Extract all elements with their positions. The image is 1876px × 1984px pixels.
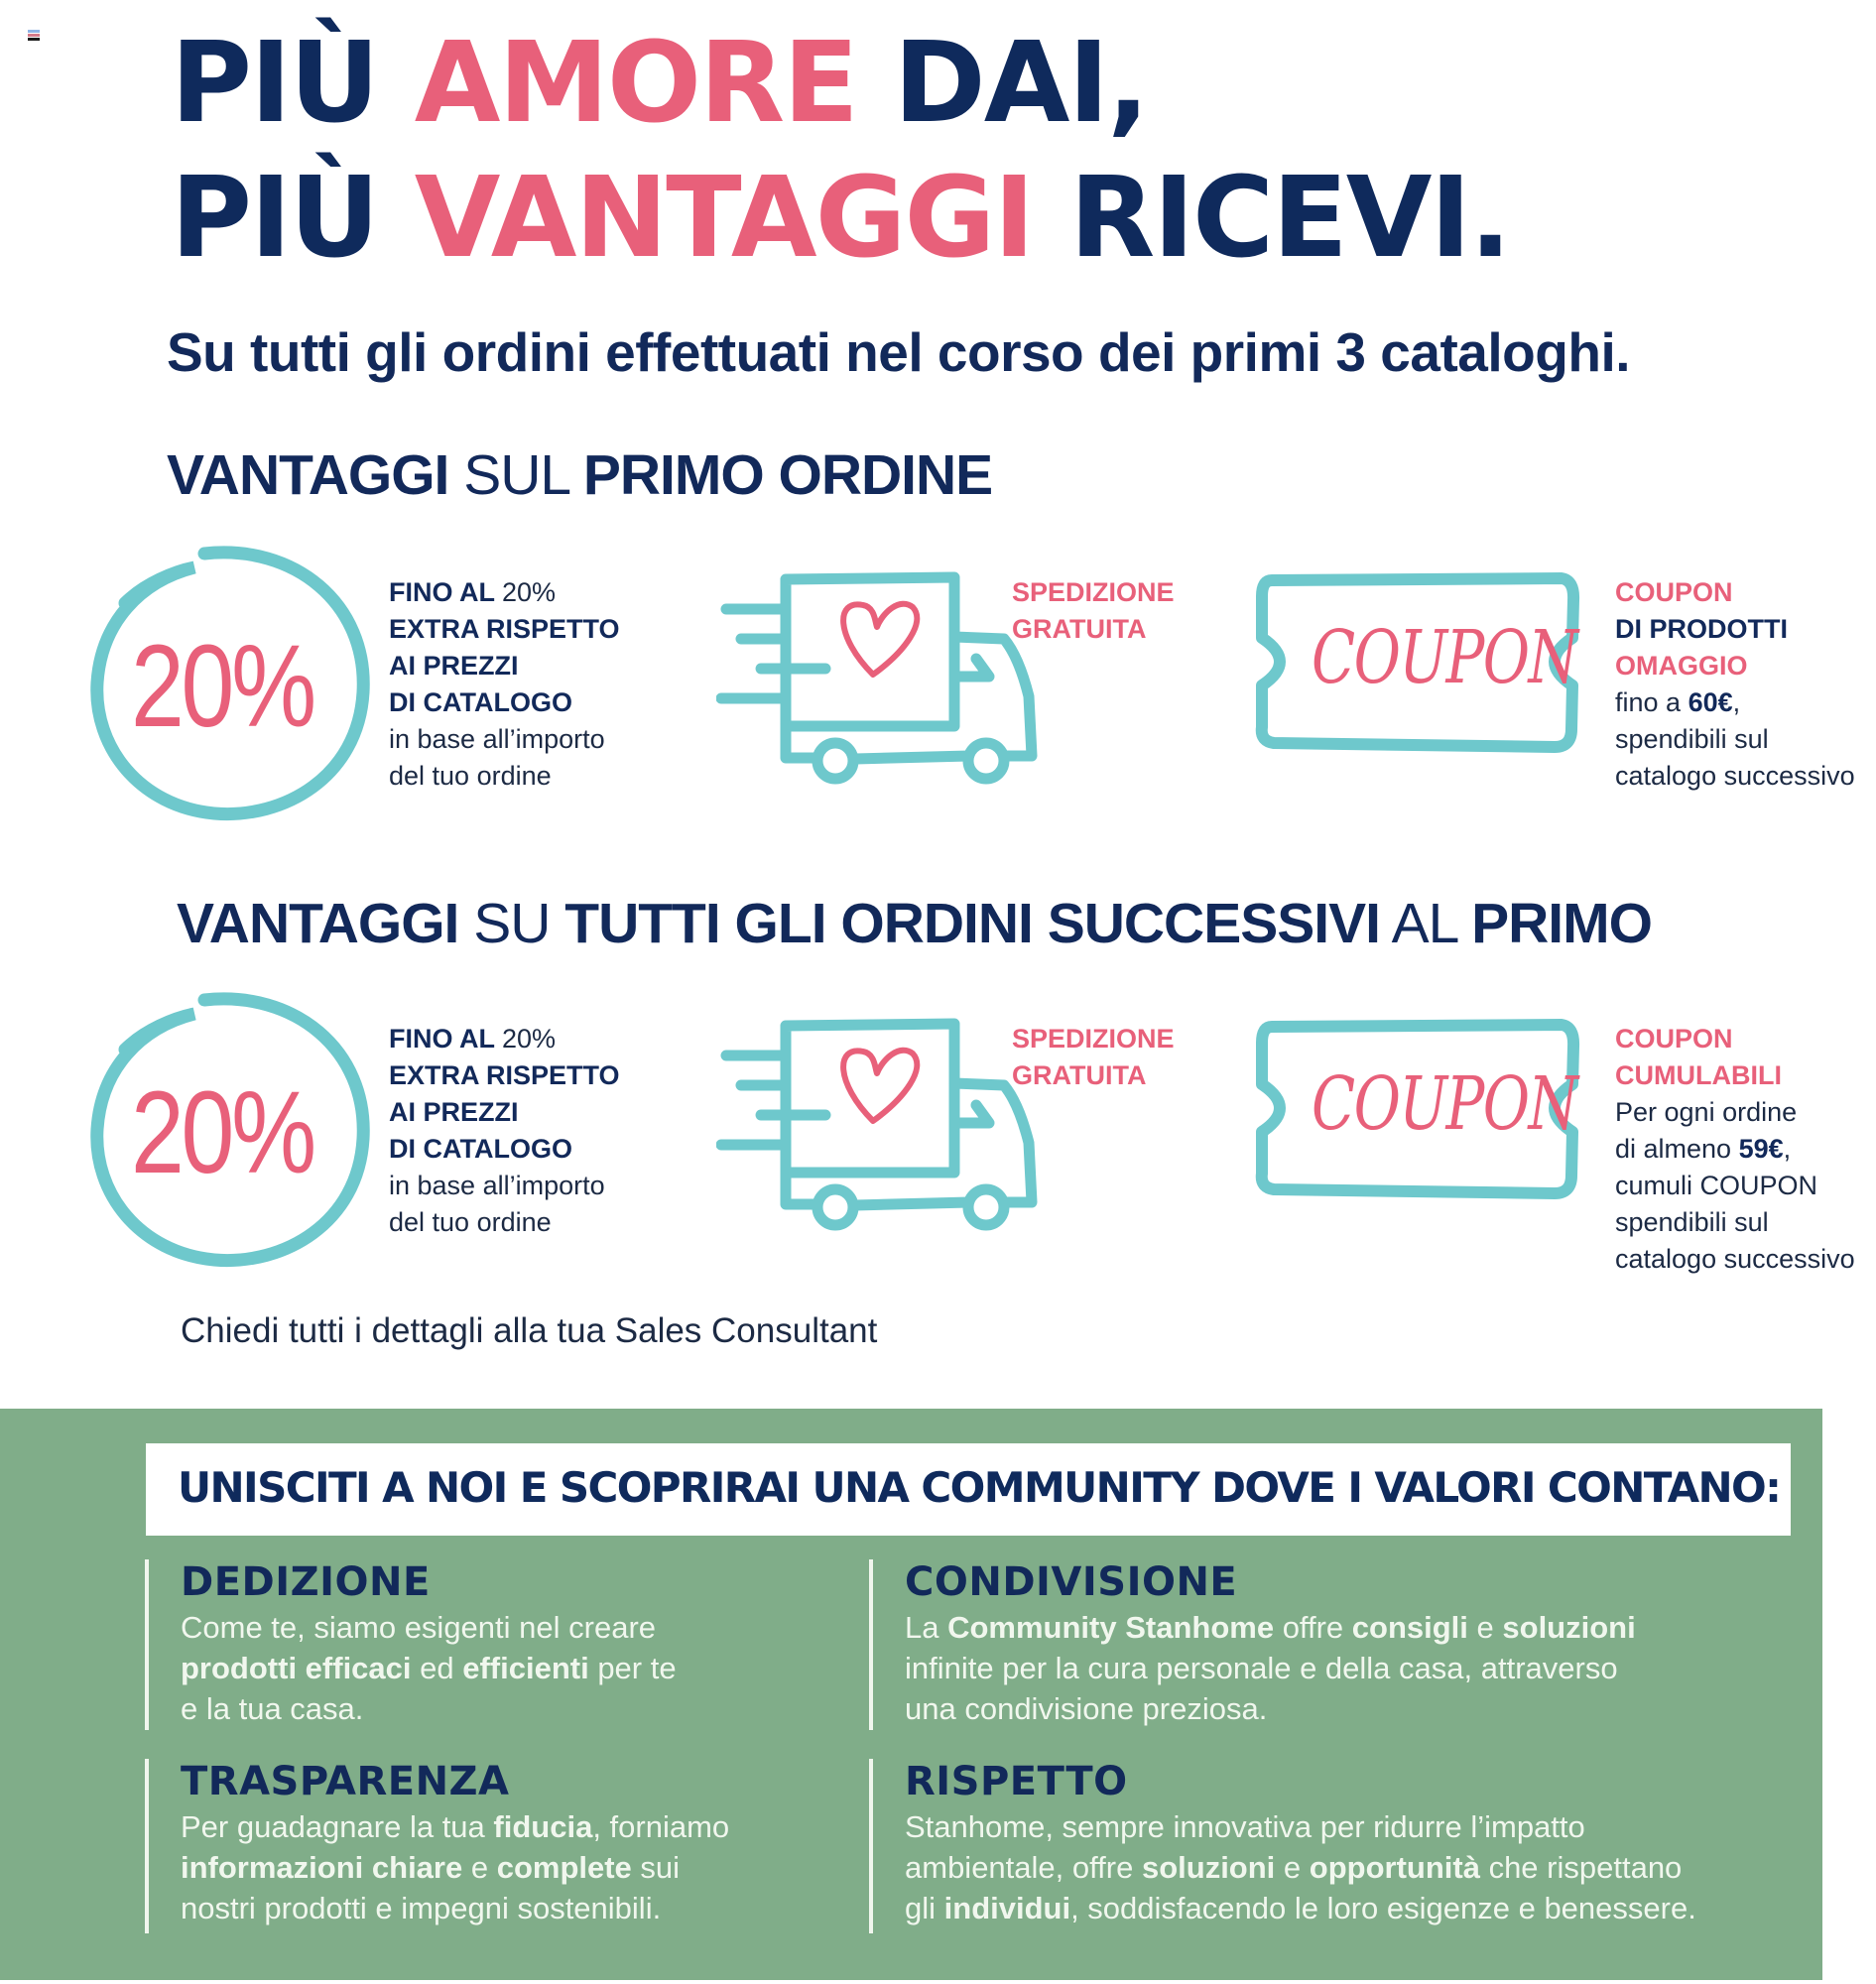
truck-heart-icon <box>716 1014 1054 1232</box>
benefits-first-order <box>0 536 1876 853</box>
discount-badge: 20% <box>131 1067 313 1198</box>
subheadline: Su tutti gli ordini effettuati nel corso dei primi 3 cataloghi. <box>167 321 1631 383</box>
community-section <box>0 1409 1822 1980</box>
headline-accent-vantaggi: VANTAGGI <box>414 154 1034 283</box>
headline <box>171 16 1510 286</box>
discount-description: FINO AL 20% EXTRA RISPETTO AI PREZZI DI CATALOGO in base all’importo del tuo ordine <box>389 577 620 791</box>
truck-heart-icon <box>716 567 1054 786</box>
discount-badge: 20% <box>131 621 313 752</box>
discount-description: FINO AL 20% EXTRA RISPETTO AI PREZZI DI CATALOGO in base all’importo del tuo ordine <box>389 1024 620 1237</box>
coupon-description: COUPON DI PRODOTTI OMAGGIO fino a 60€, spendibili sul catalogo successivo <box>1615 577 1855 791</box>
community-banner <box>146 1443 1791 1536</box>
coupon-script-label: COUPON <box>1312 1061 1577 1147</box>
benefits-next-orders <box>0 982 1876 1300</box>
section-title-next-orders: VANTAGGI SU TUTTI GLI ORDINI SUCCESSIVI AL PRIMO <box>177 892 1652 955</box>
community-banner-text: UNISCITI A NOI E SCOPRIRAI UNA COMMUNITY DOVE I VALORI CONTANO: <box>178 1463 1781 1512</box>
headline-line-1: PIÙ AMORE DAI, <box>171 19 1148 148</box>
shipping-description: SPEDIZIONE GRATUITA <box>1012 577 1175 644</box>
value-trasparenza: TRASPARENZA Per guadagnare la tua fiducia, forniamo informazioni chiare e complete sui nostri prodotti e impegni sostenibili. <box>145 1759 869 1933</box>
value-rispetto: RISPETTO Stanhome, sempre innovativa per ridurre l’impatto ambientale, offre soluzioni e opportunità che rispettano gli individui, soddisfacendo le loro esigenze e benessere. <box>869 1759 1802 1933</box>
value-condivisione: CONDIVISIONE La Community Stanhome offre consigli e soluzioni infinite per la cura personale e della casa, attraverso una condivisione preziosa. <box>869 1559 1802 1730</box>
coupon-description: COUPON CUMULABILI Per ogni ordine di almeno 59€, cumuli COUPON spendibili sul catalogo successivo <box>1615 1024 1855 1274</box>
headline-line-2: PIÙ VANTAGGI RICEVI. <box>171 154 1510 283</box>
section-title-first-order: VANTAGGI SUL PRIMO ORDINE <box>167 443 993 507</box>
footnote: Chiedi tutti i dettagli alla tua Sales Consultant <box>181 1311 878 1350</box>
value-dedizione: DEDIZIONE Come te, siamo esigenti nel creare prodotti efficaci ed efficienti per te e la tua casa. <box>145 1559 869 1730</box>
shipping-description: SPEDIZIONE GRATUITA <box>1012 1024 1175 1090</box>
corner-mark <box>28 30 40 40</box>
headline-accent-amore: AMORE <box>414 19 857 148</box>
coupon-script-label: COUPON <box>1312 615 1577 700</box>
